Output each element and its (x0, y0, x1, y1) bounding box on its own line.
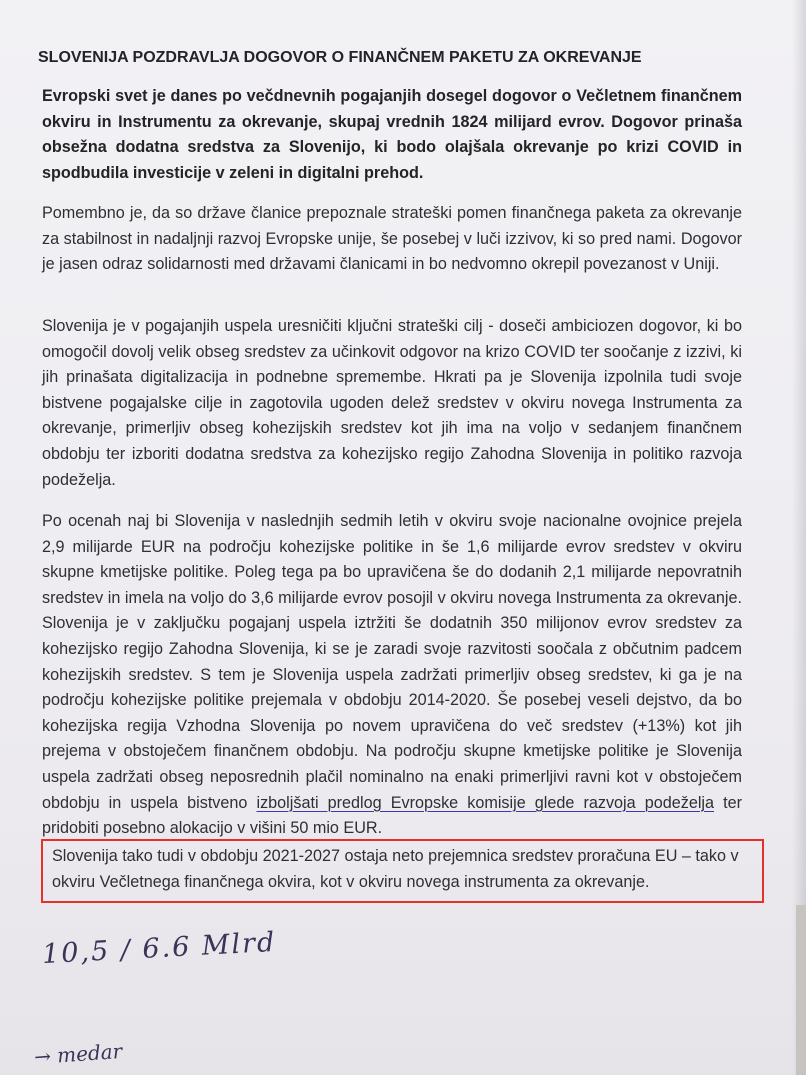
document-title: SLOVENIJA POZDRAVLJA DOGOVOR O FINANČNEM PAKETU ZA OKREVANJE (38, 49, 642, 66)
paragraph-3-text-end: ter pridobiti posebno alokacijo v višini 50 mio EUR. (42, 793, 742, 838)
paragraph-3-text-start: Po ocenah naj bi Slovenija v naslednjih sedmih letih v okviru svoje nacionalne ovojnice prejela 2,9 milijarde EUR na področju kohezijske politike in še 1,6 milijarde evrov sredstev v okviru skupne kmetijske politike. Poleg tega pa bo upravičena še do dodanih 2,1 milijarde nepovratnih sredstev in imela na voljo do 3,6 milijarde evrov posojil v okviru novega Instrumenta za okrevanje. Slovenija je v zaključku pogajanj uspela iztržiti še dodatnih 350 milijonov evrov sredstev za kohezijsko regijo Zahodna Slovenija, ki se je zaradi svoje razvitosti soočala z občutnim padcem kohezijskih sredstev. S tem je Slovenija uspela zadržati primerljiv obseg sredstev, ki ga je na področju kohezijske politike prejemala v obdobju 2014-2020. Še posebej veseli dejstvo, da bo kohezijska regija Vzhodna Slovenija po novem upravičena do več sredstev (+13%) kot jih prejema v obstoječem finančnem obdobju. Na področju skupne kmetijske politike je Slovenija uspela zadržati obseg neposrednih plačil nominalno na enaki primerljivi ravni kot v obstoječem obdobju in uspela bistveno (42, 512, 742, 812)
handwritten-note-amount: 10,5 / 6.6 Mlrd (41, 926, 278, 971)
paragraph-3 (42, 509, 742, 842)
background-surface-strip (796, 905, 806, 1075)
lead-paragraph: Evropski svet je danes po večdnevnih pogajanjih dosegel dogovor o Večletnem finančnem okviru in Instrumentu za okrevanje, skupaj vrednih 1824 milijard evrov. Dogovor prinaša obsežna dodatna sredstva za Slovenijo, ki bodo olajšala okrevanje po krizi COVID in spodbudila investicije v zeleni in digitalni prehod. (42, 87, 742, 182)
paragraph-1: Pomembno je, da so države članice prepoznale strateški pomen finančnega paketa za okrevanje za stabilnost in nadaljnji razvoj Evropske unije, še posebej v luči izzivov, ki so pred nami. Dogovor je jasen odraz solidarnosti med državami članicami in bo nedvomno okrepil povezanost v Uniji. (42, 204, 742, 274)
handwritten-note-arrow: → medar (33, 1038, 123, 1070)
underlined-phrase: izboljšati predlog Evropske komisije glede razvoja podeželja (256, 793, 715, 812)
paragraph-2: Slovenija je v pogajanjih uspela uresničiti ključni strateški cilj - doseči ambiciozen dogovor, ki bo omogočil dovolj velik obseg sredstev za učinkovit odgovor na krizo COVID ter soočanje z izzivi, ki jih prinašata digitalizacija in podnebne spremembe. Hkrati pa je Slovenija izpolnila tudi svoje bistvene pogajalske cilje in zagotovila ugoden delež sredstev v okviru novega Instrumenta za okrevanje, primerljiv obseg kohezijskih sredstev kot jih ima na voljo v sedanjem finančnem obdobju ter izboriti dodatna sredstva za kohezijsko regijo Zahodna Slovenija in politiko razvoja podeželja. (42, 317, 742, 489)
boxed-paragraph: Slovenija tako tudi v obdobju 2021-2027 ostaja neto prejemnica sredstev proračuna EU – tako v okviru Večletnega finančnega okvira, kot v okviru novega instrumenta za okrevanje. (52, 847, 739, 891)
